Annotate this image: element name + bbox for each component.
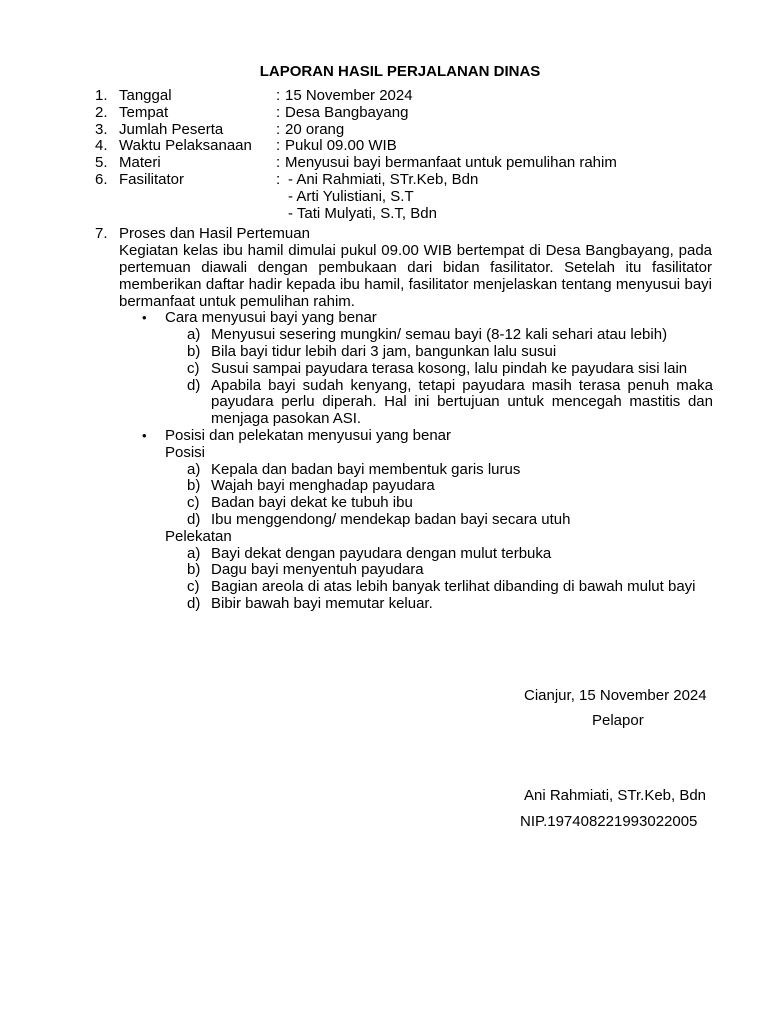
fasilitator-name: - Ani Rahmiati, STr.Keb, Bdn (288, 170, 479, 188)
info-value: Menyusui bayi bermanfaat untuk pemulihan rahim (285, 154, 617, 172)
list-item (0, 579, 768, 596)
info-row-jumlah-peserta (0, 122, 768, 139)
list-item (0, 512, 768, 529)
bullet-posisi-pelekatan (0, 428, 768, 445)
info-label: Materi (119, 154, 161, 172)
info-label: Jumlah Peserta (119, 120, 224, 138)
info-number: 6. (95, 170, 108, 188)
fasilitator-row (0, 206, 768, 223)
list-item (0, 327, 768, 344)
pelekatan-heading: Pelekatan (165, 527, 232, 545)
info-label: Tempat (119, 103, 169, 121)
info-label: Fasilitator (119, 170, 185, 188)
item-letter: a) (187, 544, 201, 562)
item-text: Ibu menggendong/ mendekap badan bayi secara utuh (211, 510, 571, 528)
item-letter: d) (187, 376, 201, 394)
posisi-heading-row (0, 445, 768, 462)
info-label: Waktu Pelaksanaan (119, 137, 252, 155)
signature-place-date: Cianjur, 15 November 2024 (524, 687, 707, 704)
item-letter: c) (187, 359, 200, 377)
info-list (0, 88, 768, 613)
proses-paragraph: Kegiatan kelas ibu hamil dimulai pukul 09.00 WIB bertempat di Desa Bangbayang, pada pertemuan diawali dengan pembukaan dari bidan fasilitator. Setelah itu fasilitator memberikan daftar hadir kepada ibu hamil, fasilitator menjelaskan tentang menyusui bayi bermanfaat untuk pemulihan rahim. (119, 242, 712, 310)
info-colon: : (276, 137, 281, 155)
list-item (0, 562, 768, 579)
info-number: 1. (95, 87, 108, 104)
info-value: 20 orang (285, 120, 345, 138)
item-letter: d) (187, 510, 201, 528)
proses-heading: Proses dan Hasil Pertemuan (119, 225, 310, 243)
item-text: Badan bayi dekat ke tubuh ibu (211, 494, 413, 512)
list-item (0, 344, 768, 361)
item-letter: a) (187, 326, 201, 344)
signature-role: Pelapor (592, 712, 644, 729)
item-letter: c) (187, 494, 200, 512)
info-row-tempat (0, 105, 768, 122)
fasilitator-row (0, 189, 768, 206)
item-text: Dagu bayi menyentuh payudara (211, 561, 424, 579)
item-text: Bagian areola di atas lebih banyak terlihat dibanding di bawah mulut bayi (211, 578, 696, 596)
info-number: 3. (95, 120, 108, 138)
info-number: 5. (95, 154, 108, 172)
bullet-text: Posisi dan pelekatan menyusui yang benar (165, 426, 452, 444)
info-colon: : (276, 120, 281, 138)
item-text: Apabila bayi sudah kenyang, tetapi payudara masih terasa penuh maka payudara perlu diperah. Hal ini bertujuan untuk mencegah mastitis dan menjaga pasokan ASI. (211, 376, 713, 428)
info-value: Pukul 09.00 WIB (285, 137, 397, 155)
list-item (0, 495, 768, 512)
info-number: 4. (95, 137, 108, 155)
document-title: LAPORAN HASIL PERJALANAN DINAS (259, 63, 541, 80)
info-value: 15 November 2024 (285, 87, 413, 104)
list-item (0, 546, 768, 563)
item-text: Menyusui sesering mungkin/ semau bayi (8-12 kali sehari atau lebih) (211, 326, 668, 344)
item-text: Bayi dekat dengan payudara dengan mulut terbuka (211, 544, 552, 562)
item-letter: c) (187, 578, 200, 596)
info-row-materi (0, 155, 768, 172)
info-row-waktu (0, 138, 768, 155)
item-text: Bibir bawah bayi memutar keluar. (211, 594, 433, 612)
item-letter: b) (187, 561, 201, 579)
info-colon: : (276, 103, 281, 121)
info-colon: : (276, 170, 281, 188)
bullet-cara-menyusui (0, 310, 768, 327)
info-colon: : (276, 154, 281, 172)
item-text: Susui sampai payudara terasa kosong, lalu pindah ke payudara sisi lain (211, 359, 688, 377)
item-text: Bila bayi tidur lebih dari 3 jam, bangunkan lalu susui (211, 342, 557, 360)
pelekatan-heading-row (0, 529, 768, 546)
posisi-heading: Posisi (165, 443, 206, 461)
item-letter: d) (187, 594, 201, 612)
bullet-text: Cara menyusui bayi yang benar (165, 309, 377, 327)
proses-heading-row (0, 226, 768, 243)
info-row-tanggal (0, 88, 768, 105)
info-number: 2. (95, 103, 108, 121)
signature-name: Ani Rahmiati, STr.Keb, Bdn (524, 787, 707, 804)
proses-number: 7. (95, 225, 108, 243)
bullet-icon: • (142, 310, 147, 326)
list-item (0, 361, 768, 378)
fasilitator-name: - Tati Mulyati, S.T, Bdn (288, 204, 437, 222)
list-item (0, 462, 768, 479)
fasilitator-name: - Arti Yulistiani, S.T (288, 187, 414, 205)
item-letter: b) (187, 477, 201, 495)
list-item (0, 478, 768, 495)
info-colon: : (276, 87, 281, 104)
info-label: Tanggal (119, 87, 172, 104)
bullet-icon: • (142, 427, 147, 443)
signature-nip: NIP.197408221993022005 (520, 813, 698, 830)
list-item (0, 596, 768, 613)
item-letter: a) (187, 460, 201, 478)
info-value: Desa Bangbayang (285, 103, 409, 121)
list-item (0, 378, 768, 428)
item-text: Kepala dan badan bayi membentuk garis lurus (211, 460, 521, 478)
item-letter: b) (187, 342, 201, 360)
item-text: Wajah bayi menghadap payudara (211, 477, 435, 495)
info-row-fasilitator (0, 172, 768, 189)
